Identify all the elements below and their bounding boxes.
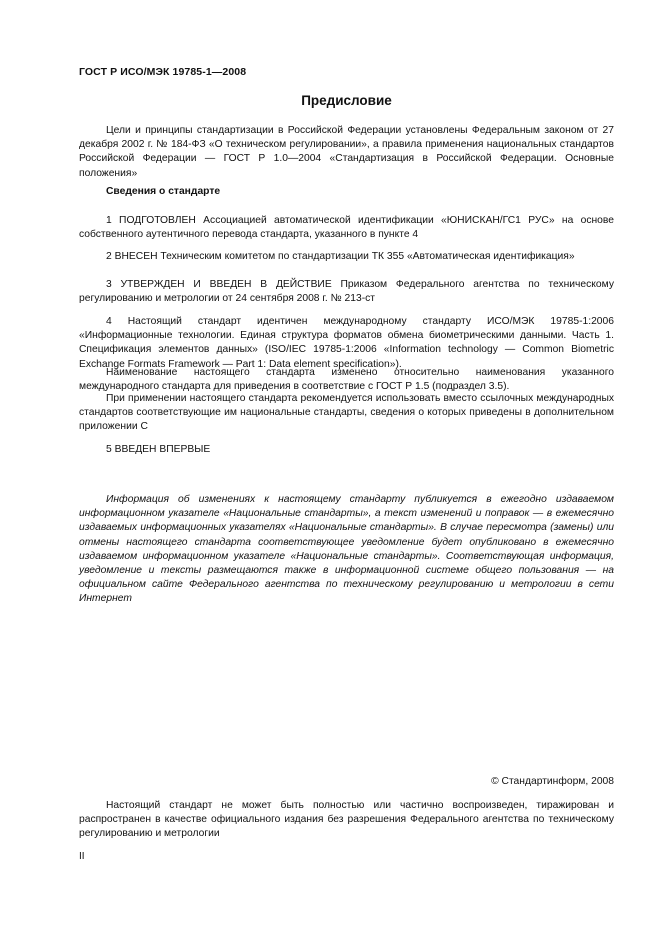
preface-title: [0, 93, 661, 108]
item-4-naming-note: Наименование настоящего стандарта изменено относительно наименования указанного международного стандарта для приведения в соответствие с ГОСТ Р 1.5 (подраздел 3.5).: [79, 367, 614, 393]
preface-intro-paragraph: Цели и принципы стандартизации в Российской Федерации установлены Федеральным законом от 27 декабря 2002 г. № 184-ФЗ «О техническом регулировании», а правила применения национальных стандартов Российской Федерации — ГОСТ Р 1.0—2004 «Стандартизация в Российской Федерации. Основные положения»: [79, 125, 614, 179]
reproduction-notice: Настоящий стандарт не может быть полностью или частично воспроизведен, тиражирован и распространен в качестве официального издания без разрешения Федерального агентства по техническому регулированию и метрологии: [79, 800, 614, 840]
item-2-submitted: 2 ВНЕСЕН Техническим комитетом по стандартизации ТК 355 «Автоматическая идентификация»: [106, 251, 575, 262]
standard-code-header: ГОСТ Р ИСО/МЭК 19785-1—2008: [79, 66, 247, 78]
page-number: II: [79, 851, 85, 862]
copyright-notice: © Стандартинформ, 2008: [491, 776, 614, 787]
item-1-prepared: 1 ПОДГОТОВЛЕН Ассоциацией автоматической идентификации «ЮНИСКАН/ГС1 РУС» на основе собственного аутентичного перевода стандарта, указанного в пункте 4: [79, 215, 614, 241]
item-4-references-note: При применении настоящего стандарта рекомендуется использовать вместо ссылочных международных стандартов соответствующие им национальные стандарты, сведения о которых приведены в дополнительном приложении С: [79, 393, 614, 433]
item-3-approved: 3 УТВЕРЖДЕН И ВВЕДЕН В ДЕЙСТВИЕ Приказом Федерального агентства по техническому регулированию и метрологии от 24 сентября 2008 г. № 213-ст: [79, 279, 614, 305]
changes-information-paragraph: Информация об изменениях к настоящему стандарту публикуется в ежегодно издаваемом информационном указателе «Национальные стандарты», а текст изменений и поправок — в ежемесячно издаваемых информационных указателях «Национальные стандарты». В случае пересмотра (замены) или отмены настоящего стандарта соответствующее уведомление будет опубликовано в ежемесячно издаваемом информационном указателе «Национальные стандарты». Соответствующая информация, уведомление и тексты размещаются также в информационной системе общего пользования — на официальном сайте Федерального агентства по техническому регулированию и метрологии в сети Интернет: [79, 494, 614, 605]
about-standard-heading: Сведения о стандарте: [106, 186, 221, 197]
item-4-identical: 4 Настоящий стандарт идентичен международному стандарту ИСО/МЭК 19785-1:2006 «Информационные технологии. Единая структура форматов обмена биометрическими данными. Часть 1. Спецификация элементов данных» (ISO/IEC 19785-1:2006 «Information technology — Common Biometric Exchange Formats Framework — Part 1: Data element specification»).: [79, 316, 614, 370]
preface-title-text: Предисловие: [301, 93, 392, 108]
item-5-first-introduced: 5 ВВЕДЕН ВПЕРВЫЕ: [106, 444, 211, 455]
